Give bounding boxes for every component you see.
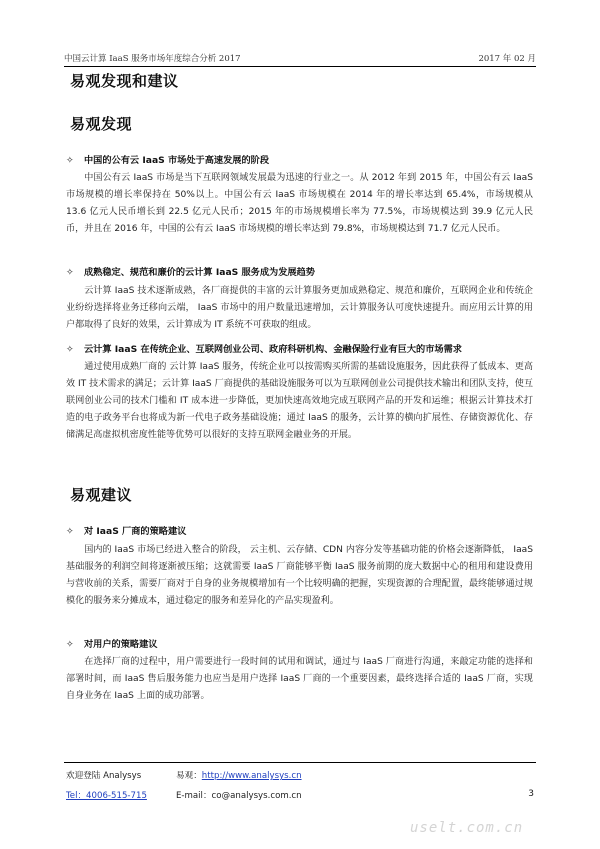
findings-title: 易观发现 [70, 115, 133, 133]
suggestion-heading-2: ✧ 对用户的策略建议 [66, 639, 158, 650]
page-number: 3 [528, 789, 534, 799]
footer-welcome: 欢迎登陆 Analysys [66, 771, 142, 781]
header-date: 2017 年 02 月 [478, 54, 536, 64]
finding-text-1: 中国公有云 IaaS 市场是当下互联网领域发展最为迅速的行业之一。从 2012 年到 2015 年，中国公有云 IaaS 市场规模的增长率保持在 50%以上。中国公有云 IaaS 市场规模在 2014 年的增长率达到 65.4%，市场规模从 13.6 亿元人民币增长到 22.5 亿元人民币；2015 年的市场规模增长率为 77.5%，市场规模达到 39.9 亿元人民币，并且在 2016 年，中国的公有云 IaaS 市场规模的增长率达到 79.8%，市场规模达到 71.7 亿元人民币。 [66, 173, 533, 235]
diamond-outline-icon: ✧ [66, 526, 74, 537]
footer-site: 易观：http://www.analysys.cn [176, 771, 302, 781]
diamond-outline-icon: ✧ [66, 344, 74, 355]
finding-heading-1: ✧ 中国的公有云 IaaS 市场处于高速发展的阶段 [66, 155, 270, 166]
page-header [64, 48, 536, 67]
suggestion-text-1: 国内的 IaaS 市场已经进入整合的阶段， 云主机、云存储、CDN 内容分发等基础功能的价格会逐渐降低， IaaS 基础服务的利润空间将逐渐被压缩；这就需要 IaaS 厂商能够平衡 IaaS 服务前期的庞大数据中心的租用和建设费用与营收前的关系，需要厂商对于自身的业务规模增加有一个比较明确的把握，实现资源的合理配置，最终能够通过规模化的服务来分摊成本，通过稳定的服务和差异化的产品实现盈利。 [66, 545, 533, 607]
finding-text-3: 通过使用成熟厂商的 云计算 IaaS 服务，传统企业可以按需购买所需的基础设施服务，因此获得了低成本、更高效 IT 技术需求的满足；云计算 IaaS 厂商提供的基础设施服务可以为互联网创业公司提供技术输出和团队支持，使互联网创业公司的技术门槛和 IT 成本进一步降低，更加快速高效地完成互联网产品的开发和运维；根据云计算技术打造的电子政务平台也将成为新一代电子政务基础设施；通过 IaaS 的服务，云计算的横向扩展性、存储资源优化、存储满足高虚拟机密度性能等优势可以很好的支持互联网金融业务的开展。 [66, 362, 533, 441]
suggestion-heading-1: ✧ 对 IaaS 厂商的策略建议 [66, 526, 187, 537]
finding-heading-3: ✧ 云计算 IaaS 在传统企业、互联网创业公司、政府科研机构、金融保险行业有巨大的市场需求 [66, 344, 462, 355]
footer-row-1 [66, 769, 536, 781]
footer-row-2 [66, 789, 536, 801]
diamond-outline-icon: ✧ [66, 155, 74, 166]
finding-heading-2: ✧ 成熟稳定、规范和廉价的云计算 IaaS 服务成为发展趋势 [66, 267, 315, 278]
diamond-outline-icon: ✧ [66, 639, 74, 650]
section-title: 易观发现和建议 [70, 72, 179, 90]
suggestion-text-2: 在选择厂商的过程中，用户需要进行一段时间的试用和调试，通过与 IaaS 厂商进行沟通，来敲定功能的选择和部署时间，而 IaaS 售后服务能力也应当是用户选择 IaaS 厂商的一个重要因素，最终选择合适的 IaaS 厂商，实现自身业务在 IaaS 上面的成功部署。 [66, 657, 533, 702]
watermark: uselt.com.cn [410, 820, 524, 836]
footer-site-link[interactable]: http://www.analysys.cn [201, 771, 302, 781]
finding-text-2: 云计算 IaaS 技术逐渐成熟，各厂商提供的丰富的云计算服务更加成熟稳定、规范和廉价，互联网企业和传统企业纷纷选择将业务迁移向云端， IaaS 市场中的用户数量迅速增加，云计算服务认可度快速提升。而应用云计算的用户都取得了良好的效果，云计算成为 IT 系统不可获取的组成。 [66, 286, 533, 331]
header-title: 中国云计算 IaaS 服务市场年度综合分析 2017 [64, 54, 241, 64]
footer-rule [64, 762, 536, 763]
footer-tel: Tel：4006-515-715 [66, 791, 147, 801]
diamond-outline-icon: ✧ [66, 267, 74, 278]
suggestions-title: 易观建议 [70, 486, 133, 504]
footer-email: E-mail：co@analysys.com.cn [176, 791, 302, 801]
